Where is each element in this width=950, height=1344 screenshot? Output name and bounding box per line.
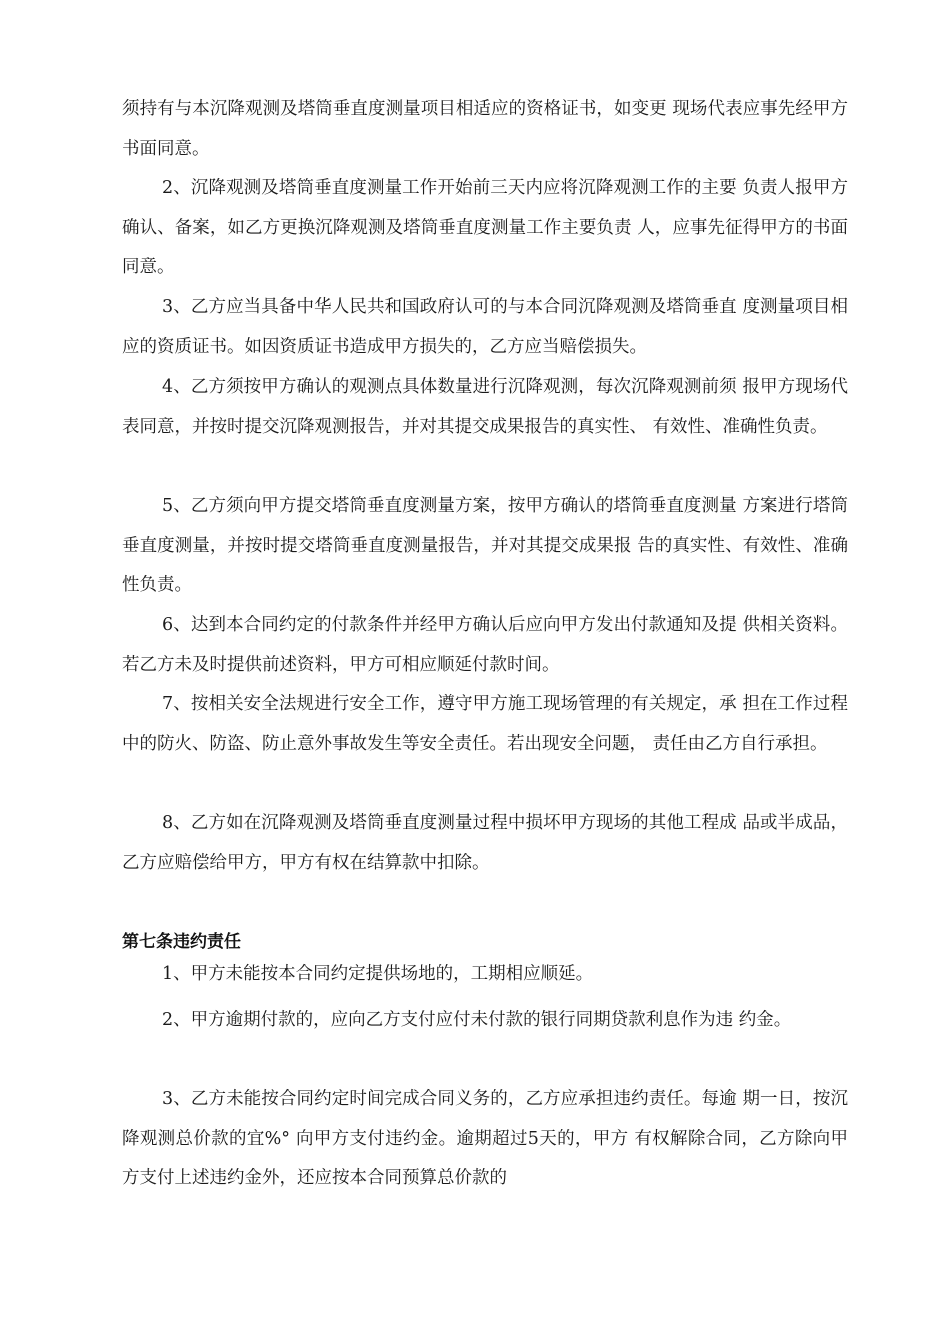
paragraph-item-4: 4、乙方须按甲方确认的观测点具体数量进行沉降观测，每次沉降观测前须 报甲方现场代表同意，并按时提交沉降观测报告，并对其提交成果报告的真实性、 有效性、准确性负责。 — [122, 377, 848, 437]
paragraph-item-5: 5、乙方须向甲方提交塔筒垂直度测量方案，按甲方确认的塔筒垂直度测量 方案进行塔筒垂直度测量，并按时提交塔筒垂直度测量报告，并对其提交成果报 告的真实性、有效性、准确性负责。 — [122, 496, 848, 595]
section-paragraph-3: 3、乙方未能按合同约定时间完成合同义务的，乙方应承担违约责任。每逾 期一日，按沉降观测总价款的宜%° 向甲方支付违约金。逾期超过5天的，甲方 有权解除合同，乙方除向甲方支付上述违约金外，还应按本合同预算总价款的 — [122, 1089, 848, 1188]
paragraph-item-6: 6、达到本合同约定的付款条件并经甲方确认后应向甲方发出付款通知及提 供相关资料。若乙方未及时提供前述资料，甲方可相应顺延付款时间。 — [122, 615, 848, 675]
section-heading: 第七条违约责任 — [122, 932, 241, 952]
paragraph-item-7: 7、按相关安全法规进行安全工作，遵守甲方施工现场管理的有关规定，承 担在工作过程中的防火、防盗、防止意外事故发生等安全责任。若出现安全问题， 责任由乙方自行承担。 — [122, 694, 848, 754]
section-paragraph-2: 2、甲方逾期付款的，应向乙方支付应付未付款的银行同期贷款利息作为违 约金。 — [162, 1010, 792, 1030]
section-paragraph-1: 1、甲方未能按本合同约定提供场地的，工期相应顺延。 — [162, 964, 594, 984]
paragraph-item-3: 3、乙方应当具备中华人民共和国政府认可的与本合同沉降观测及塔筒垂直 度测量项目相应的资质证书。如因资质证书造成甲方损失的，乙方应当赔偿损失。 — [122, 297, 848, 357]
paragraph-continuation: 须持有与本沉降观测及塔筒垂直度测量项目相适应的资格证书，如变更 现场代表应事先经甲方书面同意。 — [122, 99, 848, 159]
paragraph-item-2: 2、沉降观测及塔筒垂直度测量工作开始前三天内应将沉降观测工作的主要 负责人报甲方确认、备案，如乙方更换沉降观测及塔筒垂直度测量工作主要负责 人，应事先征得甲方的书面同意。 — [122, 178, 848, 277]
paragraph-item-8: 8、乙方如在沉降观测及塔筒垂直度测量过程中损坏甲方现场的其他工程成 品或半成品，乙方应赔偿给甲方，甲方有权在结算款中扣除。 — [122, 813, 848, 873]
